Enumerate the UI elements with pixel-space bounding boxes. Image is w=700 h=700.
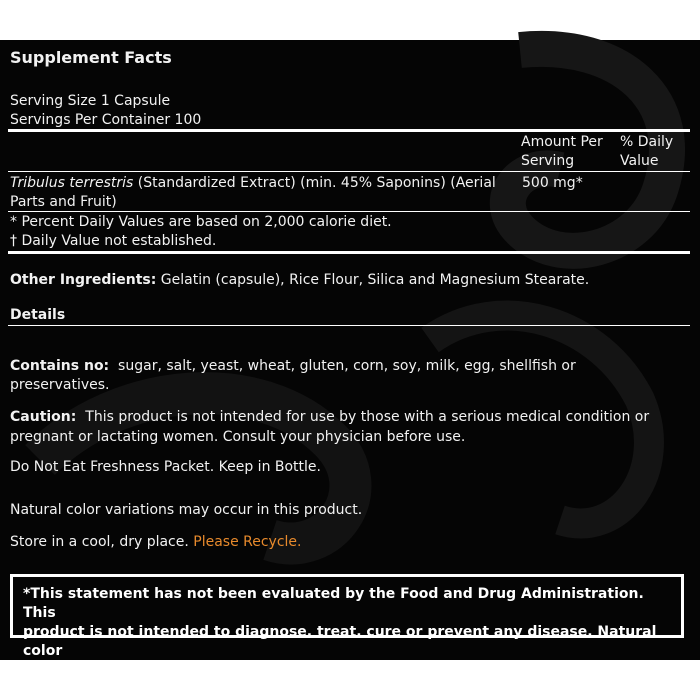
other-ingredients-text: Gelatin (capsule), Rice Flour, Silica and Magnesium Stearate. (156, 272, 590, 288)
caution-label: Caution: (10, 409, 77, 425)
rule-thick-bottom (8, 251, 690, 254)
disclaimer-line2: product is not intended to diagnose, treat, cure or prevent any disease. Natural color (23, 624, 657, 659)
ingredient-latin-name: Tribulus terrestris (10, 175, 134, 191)
supplement-facts-title: Supplement Facts (10, 48, 172, 67)
contains-no-text: sugar, salt, yeast, wheat, gluten, corn, soy, milk, egg, shellfish or (109, 358, 576, 374)
column-header-dv-line1: % Daily (620, 134, 674, 150)
fda-disclaimer-box (10, 574, 684, 678)
ingredient-name-rest: (Standardized Extract) (min. 45% Saponins) (Aerial (133, 175, 496, 191)
ingredient-dv: * (575, 175, 583, 191)
footnote-percent-daily: * Percent Daily Values are based on 2,000 calorie diet. (10, 214, 392, 230)
rule-details (8, 325, 690, 326)
caution-line1 (10, 409, 649, 425)
disclaimer-line1: *This statement has not been evaluated by the Food and Drug Administration. This (23, 586, 644, 621)
ingredient-amount (522, 175, 583, 191)
color-variations-note: Natural color variations may occur in this product. (10, 502, 363, 518)
footnote-daily-value: † Daily Value not established. (10, 233, 217, 249)
column-header-amount-line2: Serving (521, 153, 575, 169)
rule-thick-top (8, 129, 690, 132)
contains-no-label: Contains no: (10, 358, 110, 374)
other-ingredients (10, 272, 589, 288)
freshness-packet-note: Do Not Eat Freshness Packet. Keep in Bottle. (10, 459, 321, 475)
rule-row-divider (8, 211, 690, 212)
column-header-amount-line1: Amount Per (521, 134, 603, 150)
caution-text: This product is not intended for use by those with a serious medical condition or (76, 409, 650, 425)
ingredient-amount-value: 500 mg (522, 175, 576, 191)
serving-size: Serving Size 1 Capsule (10, 93, 171, 109)
recycle-link[interactable]: Please Recycle. (193, 534, 302, 550)
contains-no-line2: preservatives. (10, 377, 110, 393)
storage-text: Store in a cool, dry place. (10, 534, 194, 550)
servings-per-container: Servings Per Container 100 (10, 112, 202, 128)
other-ingredients-label: Other Ingredients: (10, 272, 157, 288)
storage-note (10, 534, 302, 550)
ingredient-name-line2: Parts and Fruit) (10, 194, 117, 210)
details-heading: Details (10, 307, 66, 323)
rule-header-divider (8, 171, 690, 172)
column-header-dv-line2: Value (620, 153, 659, 169)
ingredient-name (10, 175, 496, 191)
supplement-facts-panel (0, 40, 700, 678)
disclaimer-line3: variations may occur in this product. (23, 662, 314, 678)
contains-no-line1 (10, 358, 576, 374)
caution-line2: pregnant or lactating women. Consult your physician before use. (10, 429, 466, 445)
